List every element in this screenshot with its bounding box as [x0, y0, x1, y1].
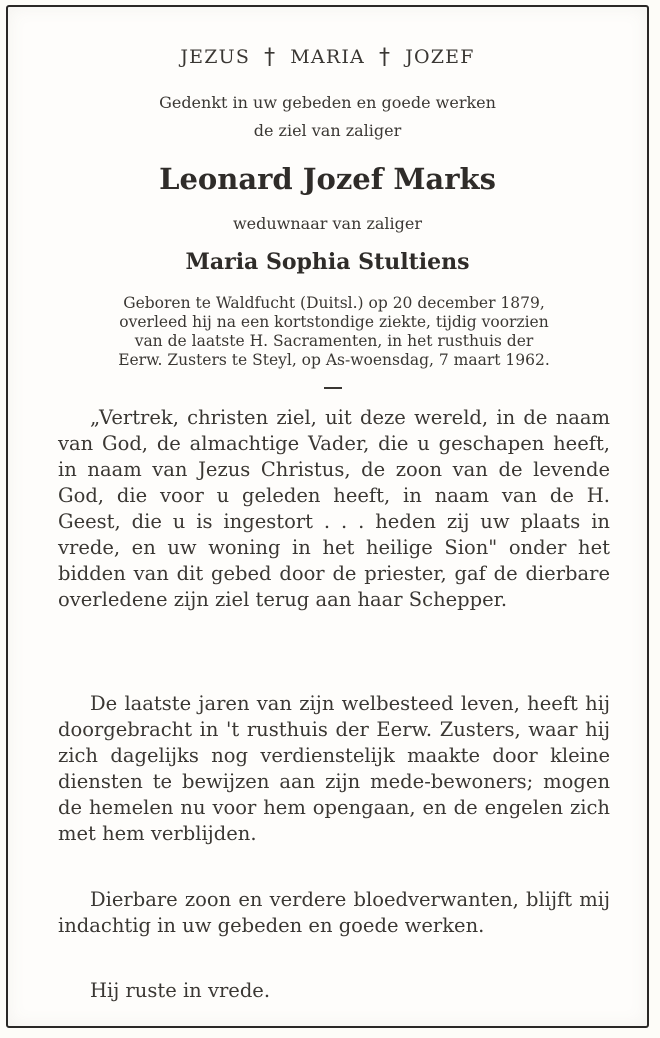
memorial-card — [6, 5, 649, 1028]
header-word-maria: MARIA — [290, 46, 365, 68]
header-religious-invocation — [8, 45, 647, 70]
deceased-name: Leonard Jozef Marks — [159, 162, 496, 196]
bio-line-4: Eerw. Zusters te Steyl, op As-woensdag, 7 maart 1962. — [118, 351, 550, 369]
bio-line-1: Geboren te Waldfucht (Duitsl.) op 20 december 1879, — [123, 294, 545, 312]
life-paragraph: De laatste jaren van zijn welbesteed leven, heeft hij doorgebracht in 't rusthuis der Eerw. Zusters, waar hij zich dagelijks nog verdienstelijk maakte door kleine diensten te bewijzen aan zijn mede-bewoners; mogen de hemelen nu voor hem opengaan, en de engelen zich met hem verblijden. — [58, 692, 610, 845]
cross-icon: † — [264, 45, 277, 70]
widower-line: weduwnaar van zaliger — [232, 214, 423, 233]
header-word-jezus: JEZUS — [180, 46, 251, 68]
bio-line-2: overleed hij na een kortstondige ziekte, tijdig voorzien — [119, 313, 549, 331]
cross-icon: † — [378, 45, 392, 70]
intro-line-2: de ziel van zaliger — [253, 121, 402, 140]
header-word-jozef: JOZEF — [405, 46, 475, 68]
intro-line-1: Gedenkt in uw gebeden en goede werken — [159, 93, 496, 112]
prayer-paragraph: „Vertrek, christen ziel, uit deze wereld, in de naam van God, de almachtige Vader, die u geschapen heeft, in naam van Jezus Christus, de zoon van de levende God, die voor u geleden heeft, in naam van de H. Geest, die u is ingestort . . . heden zij uw plaats in vrede, en uw woning in het heilige Sion" onder het bidden van dit gebed door de priester, gaf de dierbare overledene zijn ziel terug aan haar Schepper. — [58, 406, 610, 611]
bio-line-3: van de laatste H. Sacramenten, in het rusthuis der — [134, 332, 534, 350]
closing-line: Hij ruste in vrede. — [90, 979, 271, 1002]
separator-dash — [324, 387, 342, 389]
spouse-name: Maria Sophia Stultiens — [185, 249, 470, 275]
family-request-paragraph: Dierbare zoon en verdere bloedverwanten, blijft mij indachtig in uw gebeden en goede werken. — [58, 888, 610, 937]
